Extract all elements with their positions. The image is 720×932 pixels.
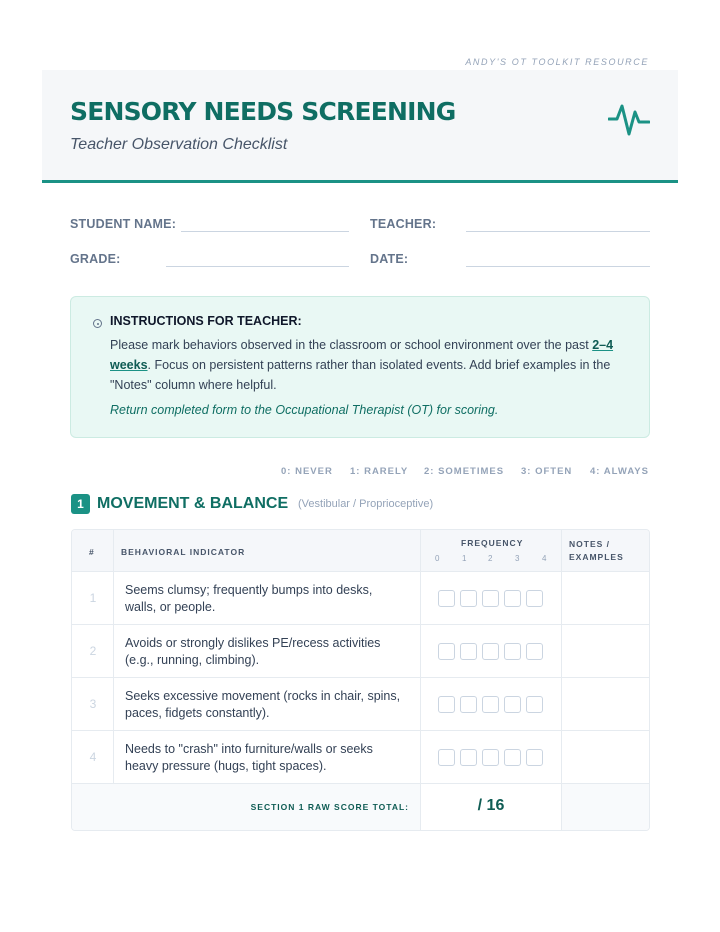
instructions-body-text: Please mark behaviors observed in the classroom or school environment over the past	[110, 338, 593, 352]
frequency-scale-label: 4	[542, 554, 547, 563]
col-number-header: #	[89, 547, 95, 557]
row-number: 3	[89, 697, 97, 711]
frequency-checkbox-4[interactable]	[526, 749, 543, 766]
legend-item: 4: ALWAYS	[590, 466, 649, 477]
section-total-label: SECTION 1 RAW SCORE TOTAL:	[250, 802, 409, 812]
student-name-field[interactable]	[181, 231, 349, 232]
legend-item: 2: SOMETIMES	[424, 466, 505, 477]
instructions-box	[70, 296, 650, 438]
frequency-checkbox-4[interactable]	[526, 590, 543, 607]
student-name-label: STUDENT NAME:	[70, 217, 177, 231]
column-divider	[561, 530, 562, 831]
frequency-scale-label: 3	[515, 554, 520, 563]
form-subtitle: Teacher Observation Checklist	[70, 136, 288, 153]
col-frequency-header: FREQUENCY	[461, 538, 524, 548]
row-number: 4	[89, 750, 97, 764]
legend-item: 0: NEVER	[281, 466, 333, 477]
info-icon	[93, 319, 102, 328]
form-title: SENSORY NEEDS SCREENING	[70, 97, 456, 126]
frequency-checkbox-4[interactable]	[526, 696, 543, 713]
section-total-row	[72, 784, 650, 831]
frequency-scale-label: 0	[435, 554, 440, 563]
frequency-checkbox-1[interactable]	[460, 590, 477, 607]
frequency-checkbox-0[interactable]	[438, 590, 455, 607]
instructions-heading: INSTRUCTIONS FOR TEACHER:	[110, 314, 302, 328]
behavior-indicator: Seems clumsy; frequently bumps into desks, walls, or people.	[125, 583, 373, 614]
section-number-badge: 1	[71, 494, 90, 514]
section-total-cell	[420, 784, 562, 831]
frequency-checkbox-0[interactable]	[438, 643, 455, 660]
teacher-label: TEACHER:	[370, 217, 437, 231]
frequency-checkbox-3[interactable]	[504, 590, 521, 607]
date-label: DATE:	[370, 252, 409, 266]
frequency-checkbox-2[interactable]	[482, 590, 499, 607]
pulse-icon	[608, 98, 650, 140]
table-row	[72, 572, 650, 625]
table-row	[72, 678, 650, 731]
form-header	[42, 70, 678, 183]
legend-item: 3: OFTEN	[521, 466, 573, 477]
table-header	[72, 530, 650, 572]
col-notes-header: NOTES /	[569, 539, 611, 549]
frequency-checkbox-1[interactable]	[460, 696, 477, 713]
resource-label: ANDY'S OT TOOLKIT RESOURCE	[465, 57, 649, 67]
grade-label: GRADE:	[70, 252, 121, 266]
instructions-body	[110, 335, 630, 395]
section-title: MOVEMENT & BALANCE	[97, 495, 289, 512]
frequency-scale-label: 2	[488, 554, 493, 563]
frequency-checkbox-2[interactable]	[482, 643, 499, 660]
behavior-indicator: Avoids or strongly dislikes PE/recess activities (e.g., running, climbing).	[125, 636, 381, 667]
frequency-checkbox-2[interactable]	[482, 696, 499, 713]
behavior-indicator: Seeks excessive movement (rocks in chair, spins, paces, fidgets constantly).	[125, 689, 401, 720]
row-number: 2	[89, 644, 97, 658]
column-divider	[420, 530, 421, 831]
row-number: 1	[89, 591, 97, 605]
legend-item: 1: RARELY	[350, 466, 409, 477]
table-row	[72, 625, 650, 678]
frequency-legend	[0, 466, 650, 478]
frequency-checkbox-3[interactable]	[504, 643, 521, 660]
frequency-scale-label: 1	[462, 554, 467, 563]
grade-field[interactable]	[166, 266, 349, 267]
frequency-checkbox-3[interactable]	[504, 696, 521, 713]
frequency-checkbox-0[interactable]	[438, 749, 455, 766]
behavior-table	[71, 529, 650, 831]
table-row	[72, 731, 650, 784]
col-indicator-header: BEHAVIORAL INDICATOR	[121, 547, 246, 557]
frequency-checkbox-1[interactable]	[460, 643, 477, 660]
behavior-indicator: Needs to "crash" into furniture/walls or seeks heavy pressure (hugs, tight spaces).	[125, 742, 373, 773]
col-notes-header-line2: EXAMPLES	[569, 552, 624, 562]
section-total-score: / 16	[477, 797, 505, 814]
frequency-checkbox-2[interactable]	[482, 749, 499, 766]
return-note: Return completed form to the Occupational Therapist (OT) for scoring.	[110, 403, 499, 417]
instructions-period: 2–4 weeks	[110, 338, 614, 372]
frequency-checkbox-1[interactable]	[460, 749, 477, 766]
teacher-field[interactable]	[466, 231, 650, 232]
frequency-checkbox-0[interactable]	[438, 696, 455, 713]
section-subtitle: (Vestibular / Proprioceptive)	[298, 498, 434, 510]
frequency-checkbox-3[interactable]	[504, 749, 521, 766]
instructions-body-text-end: . Focus on persistent patterns rather than isolated events. Add brief examples in the "Notes" column where helpful.	[110, 358, 611, 392]
date-field[interactable]	[466, 266, 650, 267]
frequency-checkbox-4[interactable]	[526, 643, 543, 660]
column-divider	[113, 530, 114, 784]
